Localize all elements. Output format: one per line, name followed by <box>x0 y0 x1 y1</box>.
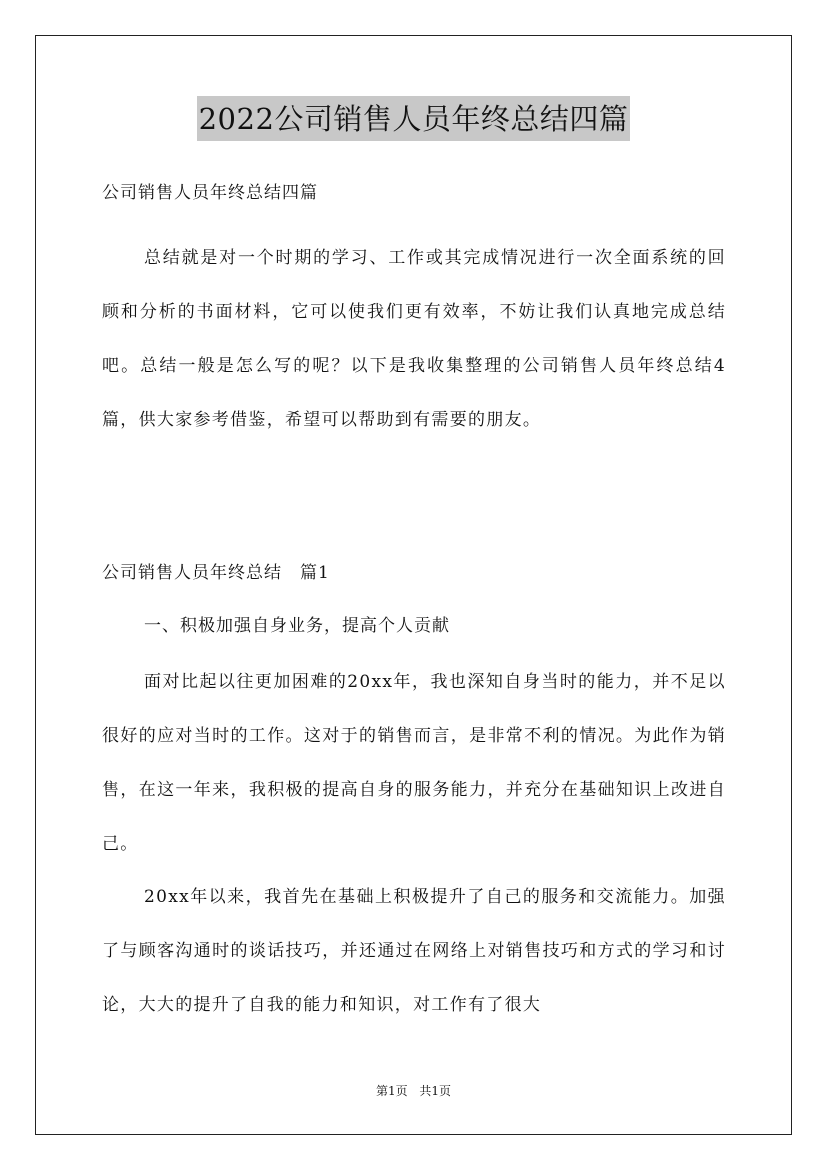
body-paragraph-2: 20xx年以来，我首先在基础上积极提升了自己的服务和交流能力。加强了与顾客沟通时的谈话技巧，并还通过在网络上对销售技巧和方式的学习和讨论，大大的提升了自我的能力和知识，对工作有了很大 <box>102 887 726 1015</box>
sub-heading: 一、积极加强自身业务，提高个人贡献 <box>144 616 450 636</box>
document-title: 2022公司销售人员年终总结四篇 <box>197 96 631 141</box>
intro-paragraph: 总结就是对一个时期的学习、工作或其完成情况进行一次全面系统的回顾和分析的书面材料，它可以使我们更有效率，不妨让我们认真地完成总结吧。总结一般是怎么写的呢？以下是我收集整理的公司销售人员年终总结4篇，供大家参考借鉴，希望可以帮助到有需要的朋友。 <box>102 248 726 430</box>
page-footer <box>0 1083 827 1099</box>
document-subtitle: 公司销售人员年终总结四篇 <box>102 183 318 203</box>
page-total: 共1页 <box>419 1084 452 1098</box>
page-number: 第1页 <box>375 1084 408 1098</box>
section-heading: 公司销售人员年终总结 篇1 <box>102 563 330 583</box>
title-container <box>0 96 827 141</box>
body-paragraph-1: 面对比起以往更加困难的20xx年，我也深知自身当时的能力，并不足以很好的应对当时的工作。这对于的销售而言，是非常不利的情况。为此作为销售，在这一年来，我积极的提高自身的服务能力，并充分在基础知识上改进自己。 <box>102 672 726 854</box>
